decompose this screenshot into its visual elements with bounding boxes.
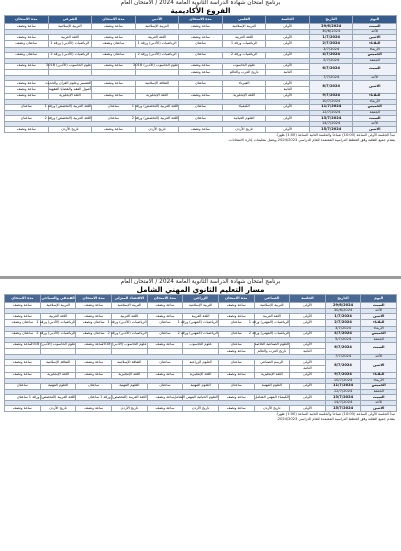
table-cell: ساعة ونصف — [218, 348, 254, 354]
table-cell: ساعة ونصف — [5, 24, 49, 30]
date-cell: 8/7/2024 — [325, 360, 361, 372]
table-cell: ساعة ونصف — [179, 93, 223, 99]
column-header: العلمي — [222, 16, 266, 24]
table-cell: الثانية — [290, 366, 326, 372]
table-cell: ساعتان — [76, 383, 112, 389]
date-cell: 4/7/2024 — [325, 331, 361, 337]
table-cell: الرياضيات (الأدبي) ورقة 2 — [48, 52, 92, 58]
day-cell: الاثنين — [353, 81, 397, 93]
column-header: اليوم — [353, 16, 397, 24]
table-cell: اللغة الإنجليزية — [40, 372, 76, 378]
day-cell: الأربعاء — [361, 378, 397, 383]
table-cell: الأولى — [290, 342, 326, 348]
day-cell: الجمعة — [353, 58, 397, 63]
date-cell: 10/7/2024 — [309, 99, 353, 104]
day-cell: السبت — [353, 24, 397, 30]
table-cell: اللغة الإنجليزية — [183, 372, 219, 378]
table-cell: أصول الفقه والقضايا الفقهية — [48, 87, 92, 93]
table-cell: ساعة ونصف — [5, 342, 41, 348]
table-cell: تاريخ الأردن — [222, 127, 266, 133]
table-cell: تاريخ الأردن — [135, 127, 179, 133]
date-cell: 10/7/2024 — [325, 378, 361, 383]
column-header: مدة الامتحان — [76, 295, 112, 303]
table-cell: الرياضيات (الأدبي) ورقة 2 — [112, 331, 148, 337]
table-cell: ساعة ونصف — [5, 372, 41, 378]
table-cell: ساعتان — [92, 104, 136, 110]
table-cell: العلوم الحياتية المهني الشامل — [183, 394, 219, 400]
table-cell: علوم الحاسوب — [222, 63, 266, 69]
table-cell: ساعة ونصف — [92, 81, 136, 87]
exam-schedule-table — [4, 15, 397, 133]
day-cell: السبت — [353, 63, 397, 75]
day-cell: الجمعة — [353, 110, 397, 115]
table-cell: الأولى — [290, 372, 326, 378]
table-cell: الأولى — [290, 331, 326, 337]
table-cell: ساعة ونصف — [218, 314, 254, 320]
date-cell: 7/7/2024 — [309, 76, 353, 81]
table-cell: ساعتان — [76, 394, 112, 400]
date-cell: 3/7/2024 — [309, 47, 353, 52]
table-cell: العلوم الزراعية — [183, 360, 219, 366]
date-cell: 1/7/2024 — [325, 314, 361, 320]
schedule-page-academic — [0, 0, 401, 272]
table-cell: اللغة الإنجليزية — [222, 93, 266, 99]
table-cell: الأولى — [290, 303, 326, 309]
day-cell: الثلاثاء — [353, 41, 397, 47]
table-cell: ساعة ونصف — [76, 360, 112, 366]
table-row — [5, 406, 397, 412]
table-cell: تاريخ الأردن — [48, 127, 92, 133]
table-cell: العلوم المهنية — [254, 383, 290, 389]
column-header: الشرعي — [48, 16, 92, 24]
column-header: مدة الامتحان — [92, 16, 136, 24]
table-cell: علوم الحاسوب — [183, 342, 219, 348]
table-cell: علوم الحاسوب (الأدبي) 2018 — [112, 342, 148, 348]
table-cell: الرياضيات (الأدبي) ورقة 1 — [40, 320, 76, 326]
table-cell: تاريخ الأردن — [40, 406, 76, 412]
column-header: التاريخ — [325, 295, 361, 303]
table-cell: تاريخ الأردن — [183, 406, 219, 412]
table-cell: اللغة الإنجليزية — [48, 93, 92, 99]
table-cell: الثقافة الإسلامية — [112, 360, 148, 366]
column-header: الزراعي — [183, 295, 219, 303]
date-cell: 6/7/2024 — [325, 342, 361, 354]
table-cell: الأولى — [266, 63, 310, 69]
column-header: الجلسة — [290, 295, 326, 303]
date-cell: 2/7/2024 — [325, 320, 361, 326]
table-cell: الأولى — [266, 81, 310, 87]
page-subtitle: مسار التعليم الثانوي المهني الشامل — [136, 284, 265, 294]
date-cell: 11/7/2024 — [309, 104, 353, 110]
date-cell: 3/7/2024 — [325, 326, 361, 331]
table-cell: ساعة ونصف — [5, 35, 49, 41]
day-cell: الثلاثاء — [361, 320, 397, 326]
day-cell: الأحد — [353, 76, 397, 81]
table-cell: اللغة العربية — [40, 314, 76, 320]
table-cell: العلوم المهنية — [40, 383, 76, 389]
notes — [0, 133, 401, 142]
table-cell: ساعتان ونصف — [5, 41, 49, 47]
table-cell: تاريخ الأردن — [254, 406, 290, 412]
column-header: الجلسة — [266, 16, 310, 24]
table-cell: ساعة ونصف — [179, 63, 223, 69]
table-cell: التربية الإسلامية — [40, 303, 76, 309]
table-cell: ساعة ونصف — [5, 93, 49, 99]
column-header: الصناعي — [254, 295, 290, 303]
day-cell: الثلاثاء — [361, 372, 397, 378]
table-cell: ساعتان ونصف — [92, 52, 136, 58]
table-cell: الأولى — [266, 115, 310, 121]
table-cell: الأولى — [266, 24, 310, 30]
table-cell: ساعة ونصف — [76, 314, 112, 320]
table-cell: ساعتان — [5, 383, 41, 389]
exam-schedule-table — [4, 294, 397, 412]
table-row — [5, 127, 397, 133]
table-cell: ساعة ونصف — [179, 69, 223, 75]
table-cell: الثقافة الإسلامية — [135, 81, 179, 87]
note-line: يتقدم جميع الطلبة وفق الخطط الدراسية المعتمدة للعام الدراسي 2024/2023. — [276, 416, 395, 421]
table-cell: الأولى — [266, 52, 310, 58]
table-cell: ساعة ونصف — [179, 35, 223, 41]
day-cell: الاثنين — [361, 314, 397, 320]
table-cell: الأولى — [290, 320, 326, 326]
table-cell: الرسم الصناعي — [254, 360, 290, 366]
table-cell: ساعتان — [179, 41, 223, 47]
table-cell: الأولى — [290, 314, 326, 320]
table-cell: الرياضيات (الأدبي) ورقة 2 — [40, 331, 76, 337]
day-cell: الأربعاء — [353, 99, 397, 104]
column-header: مدة الامتحان — [147, 295, 183, 303]
table-cell: ساعتان — [147, 383, 183, 389]
table-cell: علوم الحاسوب (الأدبي) 2018 — [48, 63, 92, 69]
day-cell: الاثنين — [353, 35, 397, 41]
page-title: برنامج امتحان شهادة الدراسة الثانوية العامة 2024 / الامتحان العام — [120, 279, 281, 285]
table-cell: ساعة ونصف — [147, 342, 183, 348]
table-cell: اللغة الإنجليزية — [135, 93, 179, 99]
table-cell: ساعتان — [218, 320, 254, 326]
table-cell: ساعة ونصف — [218, 406, 254, 412]
table-cell: الأولى — [290, 394, 326, 400]
table-cell: ساعتان — [179, 115, 223, 121]
table-cell: ساعتان ونصف — [5, 331, 41, 337]
table-cell: ساعتان — [179, 81, 223, 87]
date-cell: 5/7/2024 — [309, 58, 353, 63]
date-cell: 12/7/2024 — [325, 389, 361, 394]
column-header: مدة الامتحان — [218, 295, 254, 303]
column-header: الفندقي والسياحي — [40, 295, 76, 303]
table-cell: الأولى — [266, 41, 310, 47]
table-cell: ساعتان — [179, 52, 223, 58]
date-cell: 14/7/2024 — [309, 122, 353, 127]
table-header-row — [5, 295, 397, 303]
table-cell: الثانية — [266, 87, 310, 93]
table-cell: ساعتان — [218, 383, 254, 389]
table-cell: الرياضيات (المهني) ورقة 1 — [254, 320, 290, 326]
table-cell: اللغة الإنجليزية — [254, 372, 290, 378]
table-cell: ساعة ونصف — [76, 372, 112, 378]
table-cell: التربية الإسلامية — [254, 303, 290, 309]
schedule-page-vocational — [0, 276, 401, 551]
date-cell: 29/6/2024 — [309, 24, 353, 30]
table-cell: ساعتان — [147, 320, 183, 326]
note-line: يتقدم جميع الطلبة وفق الخطط الدراسية المعتمدة للعام الدراسي 2024/2023 ويعمل بتعليمات إدارة الامتحانات. — [227, 137, 395, 142]
table-cell: ساعة ونصف — [5, 63, 49, 69]
day-cell: السبت — [361, 394, 397, 400]
table-cell: ساعة ونصف — [147, 372, 183, 378]
table-cell: ساعة ونصف — [92, 93, 136, 99]
column-header: مدة الامتحان — [5, 295, 41, 303]
note-line: تبدأ الجلسة الأولى الساعة (10:00) صباحاً والجلسة الثانية الساعة (1:00) ظهراً. — [276, 412, 395, 417]
table-cell: تاريخ الأردن — [112, 406, 148, 412]
table-cell: الأولى — [290, 383, 326, 389]
table-cell: الثانية — [266, 69, 310, 75]
table-cell: التربية الإسلامية — [48, 24, 92, 30]
day-cell: الاثنين — [353, 127, 397, 133]
table-cell: ساعة ونصف — [179, 24, 223, 30]
table-cell: الكيمياء المهني الشامل — [254, 394, 290, 400]
table-cell: تاريخ العرب والعالم — [254, 348, 290, 354]
column-header: مدة الامتحان — [179, 16, 223, 24]
table-cell: اللغة العربية — [112, 314, 148, 320]
page-title: برنامج امتحان شهادة الدراسة الثانوية العامة 2024 / الامتحان العام — [120, 0, 281, 6]
date-cell: 30/6/2024 — [325, 309, 361, 314]
date-cell: 15/7/2024 — [309, 127, 353, 133]
table-cell: الأولى — [290, 406, 326, 412]
table-cell: ساعة ونصف — [147, 406, 183, 412]
table-cell: التربية الإسلامية — [112, 303, 148, 309]
date-cell: 12/7/2024 — [309, 110, 353, 115]
day-cell: الأحد — [361, 309, 397, 314]
table-cell: الكيمياء — [222, 104, 266, 110]
table-cell: ساعتان — [5, 394, 41, 400]
page-subtitle: الفروع الأكاديمية — [170, 5, 231, 15]
day-cell: الخميس — [361, 331, 397, 337]
table-cell: ساعة ونصف — [179, 127, 223, 133]
table-cell: الرياضيات (المهني) ورقة 1 — [183, 320, 219, 326]
table-cell: الثقافة الإسلامية — [40, 360, 76, 366]
date-cell: 9/7/2024 — [325, 372, 361, 378]
day-cell: السبت — [361, 342, 397, 354]
table-cell: اللغة العربية (التخصص) ورقة 1 — [135, 104, 179, 110]
date-cell: 13/7/2024 — [309, 115, 353, 121]
day-cell: الجمعة — [361, 389, 397, 394]
date-cell: 14/7/2024 — [325, 401, 361, 406]
table-cell: ساعة ونصف — [5, 314, 41, 320]
column-header: اليوم — [361, 295, 397, 303]
date-cell: 5/7/2024 — [325, 337, 361, 342]
table-cell: ساعة ونصف — [5, 303, 41, 309]
date-cell: 9/7/2024 — [309, 93, 353, 99]
date-cell: 6/7/2024 — [309, 63, 353, 75]
table-cell: ساعة ونصف — [92, 35, 136, 41]
table-cell: اللغة العربية — [254, 314, 290, 320]
table-cell: ساعة ونصف — [147, 303, 183, 309]
table-cell: الرياضيات ورقة 1 — [222, 41, 266, 47]
date-cell: 2/7/2024 — [309, 41, 353, 47]
table-cell: ساعة ونصف — [218, 394, 254, 400]
table-cell: العلوم الحياتية — [222, 115, 266, 121]
note-line: تبدأ الجلسة الأولى الساعة (10:00) صباحاً والجلسة الثانية الساعة (1:00) ظهراً. — [276, 133, 395, 138]
table-cell: ساعة ونصف — [76, 406, 112, 412]
table-cell: تاريخ العرب والعالم — [222, 69, 266, 75]
table-cell: الرياضيات (الأدبي) ورقة 1 — [48, 41, 92, 47]
column-header: الاقتصاد المنزلي — [112, 295, 148, 303]
table-cell: ساعة ونصف — [147, 314, 183, 320]
table-cell: ساعة ونصف — [76, 342, 112, 348]
table-cell: الأولى — [290, 360, 326, 366]
table-cell: ساعتان — [92, 115, 136, 121]
table-cell: اللغة العربية — [183, 314, 219, 320]
date-cell: 8/7/2024 — [309, 81, 353, 93]
table-cell: ساعتان ونصف — [5, 52, 49, 58]
table-cell: اللغة العربية (التخصص) ورقة 1 — [112, 394, 148, 400]
day-cell: الأحد — [353, 30, 397, 35]
table-cell: ساعة ونصف — [218, 303, 254, 309]
table-cell: ساعة ونصف — [147, 394, 183, 400]
day-cell: الأحد — [361, 355, 397, 360]
table-cell: اللغة الإنجليزية — [112, 372, 148, 378]
table-cell: الفيزياء — [222, 81, 266, 87]
table-cell: اللغة العربية — [222, 35, 266, 41]
table-cell: اللغة العربية — [48, 35, 92, 41]
day-cell: السبت — [361, 303, 397, 309]
date-cell: 29/6/2024 — [325, 303, 361, 309]
day-cell: الأربعاء — [361, 326, 397, 331]
table-cell: العلوم المهنية — [183, 383, 219, 389]
table-cell: الأولى — [266, 93, 310, 99]
table-cell: ساعتان ونصف — [76, 320, 112, 326]
table-cell: الرياضيات (الأدبي) ورقة 1 — [112, 320, 148, 326]
day-cell: الاثنين — [361, 406, 397, 412]
table-cell: ساعة ونصف — [5, 81, 49, 87]
table-cell: ساعة ونصف — [76, 303, 112, 309]
table-cell: الأولى — [266, 104, 310, 110]
table-cell: ساعتان — [218, 360, 254, 366]
date-cell: 4/7/2024 — [309, 52, 353, 58]
table-cell: علوم الحاسوب (الأدبي) 2018 — [135, 63, 179, 69]
table-cell: ساعتان ونصف — [76, 331, 112, 337]
day-cell: الثلاثاء — [353, 93, 397, 99]
table-cell: اللغة العربية (التخصص) ورقة 1 — [40, 394, 76, 400]
table-cell: الأولى — [266, 127, 310, 133]
table-cell: ساعتان — [5, 115, 49, 121]
table-cell: ساعتان — [218, 331, 254, 337]
date-cell: 30/6/2024 — [309, 30, 353, 35]
table-cell: علوم الحاسوب (الأدبي) 2018 — [40, 342, 76, 348]
date-cell: 13/7/2024 — [325, 394, 361, 400]
table-header-row — [5, 16, 397, 24]
date-cell: 1/7/2024 — [309, 35, 353, 41]
column-header: التاريخ — [309, 16, 353, 24]
day-cell: الاثنين — [361, 360, 397, 372]
table-cell: ساعتان — [218, 342, 254, 348]
table-cell: ساعة ونصف — [92, 127, 136, 133]
day-cell: الخميس — [353, 104, 397, 110]
table-cell: التربية الإسلامية — [222, 24, 266, 30]
day-cell: الخميس — [361, 383, 397, 389]
table-cell: ساعة ونصف — [92, 63, 136, 69]
day-cell: الخميس — [353, 52, 397, 58]
table-cell: اللغة العربية — [135, 35, 179, 41]
day-cell: الأحد — [361, 401, 397, 406]
date-cell: 7/7/2024 — [325, 355, 361, 360]
table-cell: ساعة ونصف — [5, 87, 49, 93]
table-cell: الرياضيات ورقة 2 — [222, 52, 266, 58]
table-cell: ساعة ونصف — [5, 360, 41, 366]
column-header: مدة الامتحان — [5, 16, 49, 24]
table-cell: الأولى — [266, 35, 310, 41]
table-cell: الرياضيات (الأدبي) ورقة 1 — [135, 41, 179, 47]
table-cell: ساعتان — [5, 104, 49, 110]
day-cell: الجمعة — [361, 337, 397, 342]
table-cell: الرياضيات (الأدبي) ورقة 2 — [135, 52, 179, 58]
table-cell: ساعتان — [179, 104, 223, 110]
day-cell: الأربعاء — [353, 47, 397, 52]
day-cell: السبت — [353, 115, 397, 121]
table-cell: اللغة العربية (التخصص) ورقة 2 — [48, 115, 92, 121]
table-cell: ساعة ونصف — [92, 24, 136, 30]
table-cell: ساعتان — [147, 331, 183, 337]
table-cell: التفسير وعلوم القرآن والحديث — [48, 81, 92, 87]
table-cell: ساعتان — [147, 360, 183, 366]
table-cell: اللغة العربية (التخصص) ورقة 1 — [48, 104, 92, 110]
date-cell: 15/7/2024 — [325, 406, 361, 412]
notes — [0, 412, 401, 421]
column-header: الأدبي — [135, 16, 179, 24]
table-cell: العلوم المهنية — [112, 383, 148, 389]
table-cell: اللغة العربية (التخصص) ورقة 2 — [135, 115, 179, 121]
table-cell: ساعة ونصف — [5, 127, 49, 133]
date-cell: 11/7/2024 — [325, 383, 361, 389]
day-cell: الأحد — [353, 122, 397, 127]
table-cell: ساعة ونصف — [5, 406, 41, 412]
table-cell: التربية الإسلامية — [135, 24, 179, 30]
table-cell: التربية الإسلامية — [183, 303, 219, 309]
table-cell: الثانية — [290, 348, 326, 354]
table-cell: العلوم الصناعية الخاصة — [254, 342, 290, 348]
table-cell: ساعة ونصف — [218, 372, 254, 378]
table-cell: ساعتان ونصف — [5, 320, 41, 326]
table-cell: الرياضيات (المهني) ورقة 2 — [183, 331, 219, 337]
table-cell: الرياضيات (المهني) ورقة 2 — [254, 331, 290, 337]
table-cell: ساعتان ونصف — [92, 41, 136, 47]
